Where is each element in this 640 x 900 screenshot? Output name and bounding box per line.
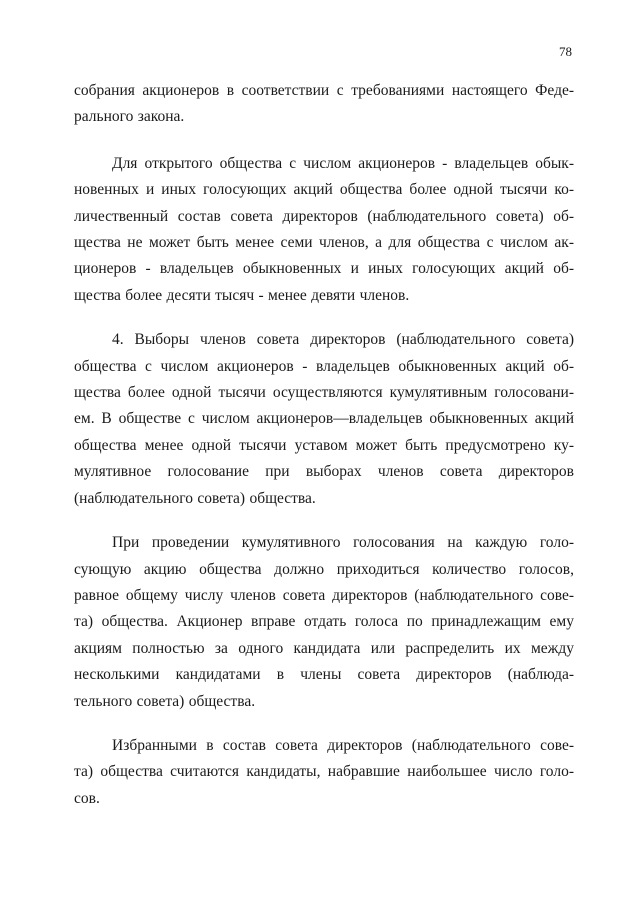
text-line: Избранными в состав совета директоров (наблюдательного сове-: [112, 736, 574, 754]
text-line: несколькими кандидатами в члены совета директоров (наблюда-: [74, 666, 574, 684]
text-line: сов.: [74, 789, 100, 807]
text-line: щества не может быть менее семи членов, а для общества с числом ак-: [74, 234, 574, 252]
text-line: общества с числом акционеров - владельцев обыкновенных акций об-: [74, 357, 574, 375]
text-line: тельного совета) общества.: [74, 692, 256, 710]
text-line: сующую акцию общества должно приходиться количество голосов,: [74, 560, 574, 578]
text-line: При проведении кумулятивного голосования на каждую голо-: [112, 534, 574, 552]
text-line: равное общему числу членов совета директоров (наблюдательного сове-: [74, 586, 574, 604]
paragraph: [74, 78, 574, 131]
text-line: общества менее одной тысячи уставом может быть предусмотрено ку-: [74, 436, 574, 454]
text-line: новенных и иных голосующих акций общества более одной тысячи ко-: [74, 181, 574, 199]
paragraph: [74, 151, 574, 309]
text-line: акциям полностью за одного кандидата или распределить их между: [74, 639, 574, 657]
paragraph: [74, 530, 574, 715]
text-line: личественный состав совета директоров (наблюдательного совета) об-: [74, 207, 574, 225]
page-number: 78: [559, 44, 572, 59]
text-line: та) общества считаются кандидаты, набравшие наибольшее число голо-: [74, 763, 574, 781]
text-line: Для открытого общества с числом акционеров - владельцев обык-: [112, 154, 574, 172]
text-line: мулятивное голосование при выборах членов совета директоров: [74, 463, 574, 481]
body-text: [74, 78, 574, 812]
paragraph: [74, 733, 574, 812]
text-line: рального закона.: [74, 108, 185, 126]
text-line: та) общества. Акционер вправе отдать голоса по принадлежащим ему: [74, 613, 574, 631]
text-line: собрания акционеров в соответствии с требованиями настоящего Феде-: [74, 82, 574, 99]
paragraph: [74, 327, 574, 512]
text-line: 4. Выборы членов совета директоров (наблюдательного совета): [112, 331, 574, 349]
text-line: (наблюдательного совета) общества.: [74, 489, 316, 507]
text-line: ем. В обществе с числом акционеров—владельцев обыкновенных акций: [74, 410, 574, 428]
text-line: щества более одной тысячи осуществляются кумулятивным голосовани-: [74, 384, 574, 402]
text-line: ционеров - владельцев обыкновенных и иных голосующих акций об-: [74, 260, 574, 278]
text-line: щества более десяти тысяч - менее девяти членов.: [74, 286, 410, 304]
